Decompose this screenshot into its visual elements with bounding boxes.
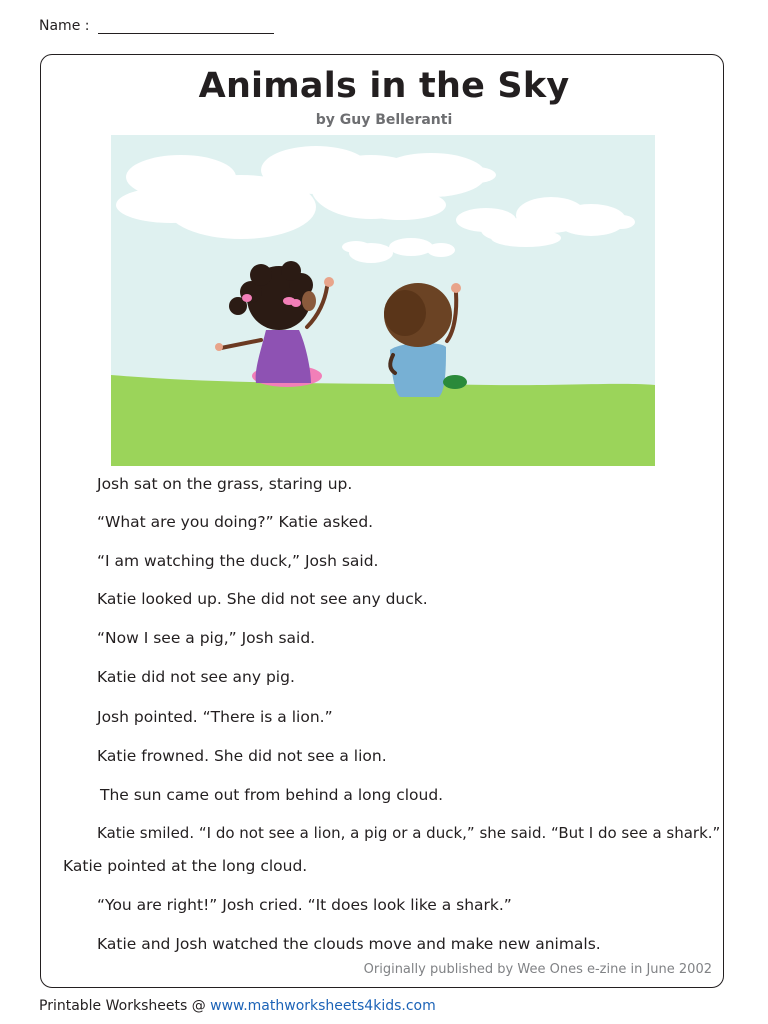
story-author: by Guy Belleranti <box>315 112 453 128</box>
story-paragraph: “I am watching the duck,” Josh said. <box>97 552 379 570</box>
story-paragraph: Katie smiled. “I do not see a lion, a pig or a duck,” she said. “But I do see a shark.” <box>97 824 721 842</box>
story-paragraph: “You are right!” Josh cried. “It does look like a shark.” <box>97 896 512 914</box>
story-paragraph: Katie did not see any pig. <box>97 668 295 686</box>
story-paragraph: “What are you doing?” Katie asked. <box>97 513 374 531</box>
name-label: Name : <box>39 18 90 34</box>
website-link[interactable]: www.mathworksheets4kids.com <box>210 998 436 1014</box>
story-paragraph: Katie pointed at the long cloud. <box>63 857 308 875</box>
story-title: Animals in the Sky <box>198 66 570 106</box>
story-paragraph: Katie and Josh watched the clouds move and make new animals. <box>97 935 601 953</box>
story-paragraph: Josh pointed. “There is a lion.” <box>97 708 333 726</box>
story-paragraph: Josh sat on the grass, staring up. <box>97 475 353 493</box>
footer <box>39 998 436 1014</box>
story-illustration <box>111 135 655 466</box>
footer-label: Printable Worksheets @ <box>39 998 206 1014</box>
story-paragraph: Katie frowned. She did not see a lion. <box>97 747 387 765</box>
story-paragraph: Katie looked up. She did not see any duck. <box>97 590 428 608</box>
story-paragraph: “Now I see a pig,” Josh said. <box>97 629 316 647</box>
name-field-row <box>39 18 274 34</box>
story-paragraph: The sun came out from behind a long cloud. <box>100 786 444 804</box>
publication-credit: Originally published by Wee Ones e-zine in June 2002 <box>363 962 712 977</box>
name-blank-line[interactable] <box>98 19 274 34</box>
grass-hill <box>111 375 655 466</box>
